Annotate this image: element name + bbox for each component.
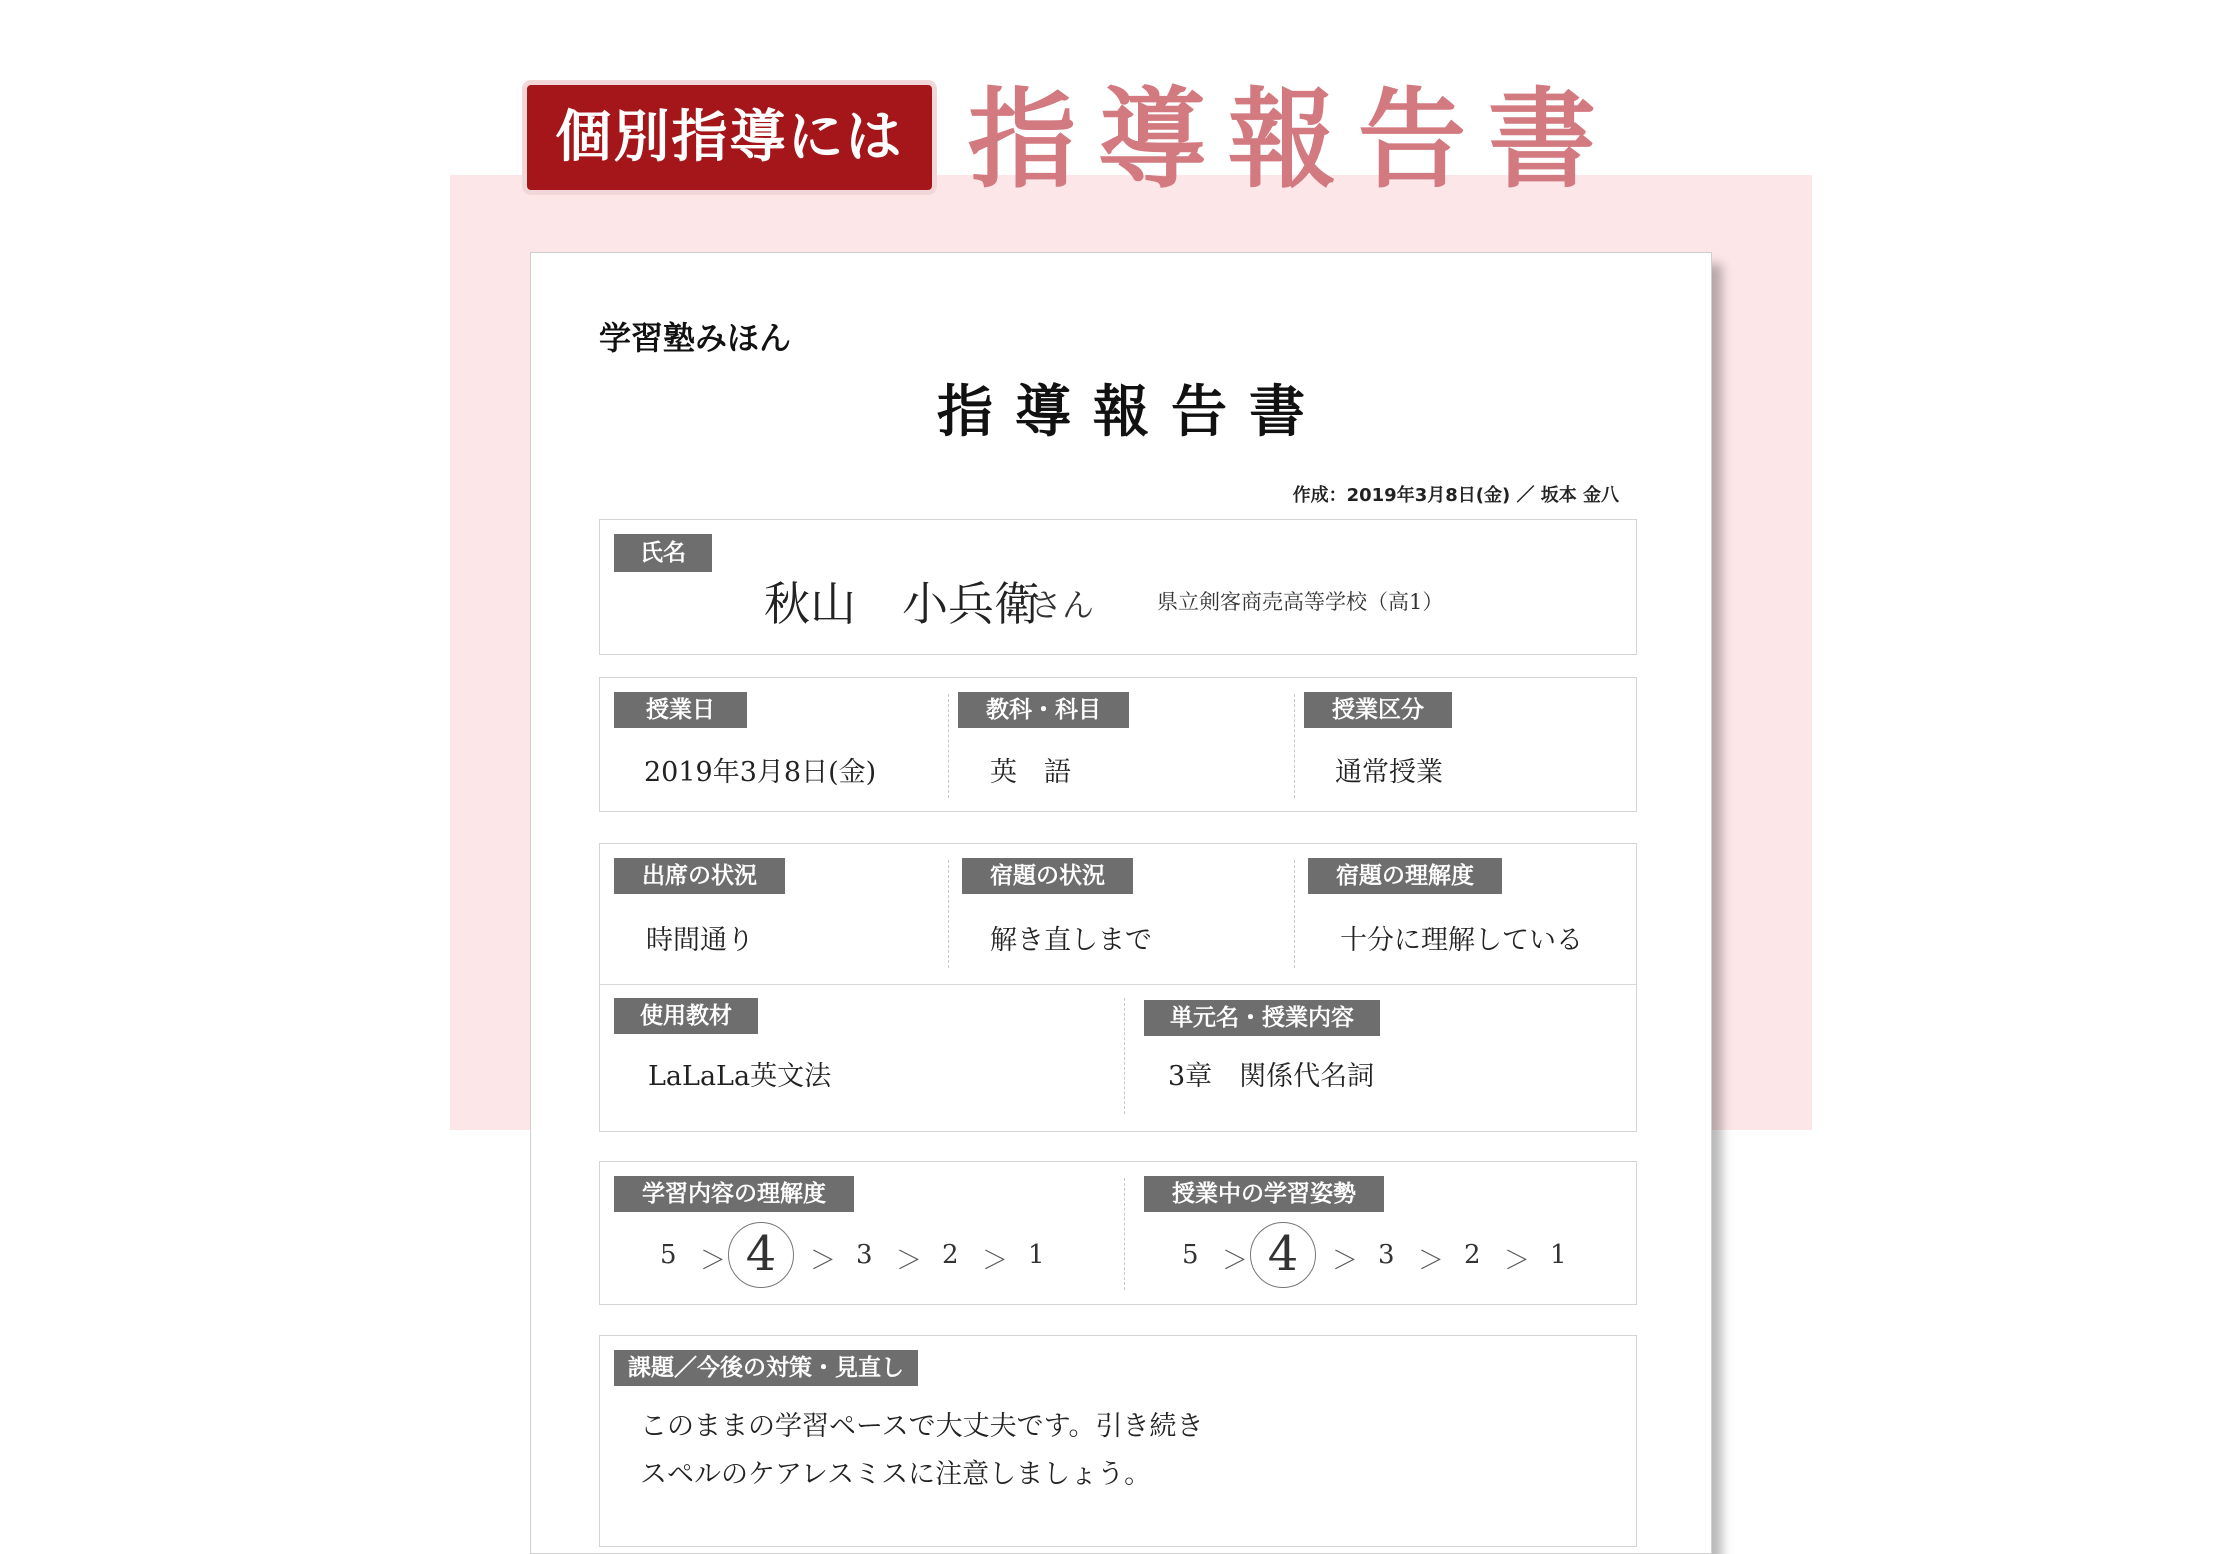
attitude-scale: [1182, 1222, 1602, 1292]
unit-content: 3章 関係代名詞: [1168, 1061, 1375, 1092]
student-honorific: さん: [1030, 586, 1095, 624]
material-name: LaLaLa英文法: [648, 1061, 832, 1092]
field-label: 課題／今後の対策・見直し: [614, 1350, 918, 1386]
student-box: [599, 519, 1637, 655]
chevron-right-icon: ＞: [1332, 1246, 1359, 1276]
row-divider: [600, 984, 1636, 985]
field-label: 授業中の学習姿勢: [1144, 1176, 1384, 1212]
comment-line: このままの学習ペースで大丈夫です。引き続き: [640, 1411, 1204, 1442]
selected-rating: 4: [728, 1222, 794, 1288]
chevron-right-icon: ＞: [1222, 1246, 1249, 1276]
comment-line: スペルのケアレスミスに注意しましょう。: [640, 1459, 1152, 1490]
lesson-info-box: [599, 677, 1637, 812]
field-label: 授業日: [614, 692, 747, 728]
hero-title: 指導報告書: [968, 78, 1619, 203]
attendance-status: 時間通り: [646, 925, 754, 956]
ratings-box: [599, 1161, 1637, 1305]
status-materials-box: [599, 843, 1637, 1132]
field-label: 宿題の理解度: [1308, 858, 1502, 894]
column-divider: [948, 860, 949, 968]
chevron-right-icon: ＞: [1504, 1246, 1531, 1276]
comment-box: [599, 1335, 1637, 1547]
document-title: 指導報告書: [937, 380, 1327, 445]
lesson-date: 2019年3月8日(金): [644, 757, 877, 788]
field-label: 宿題の状況: [962, 858, 1133, 894]
chevron-right-icon: ＞: [1418, 1246, 1445, 1276]
selected-rating: 4: [1250, 1222, 1316, 1288]
column-divider: [1294, 860, 1295, 968]
field-label: 教科・科目: [958, 692, 1129, 728]
student-name: 秋山 小兵衛: [764, 577, 1040, 631]
scale-value: 1: [1028, 1240, 1045, 1270]
created-info: 作成：2019年3月8日(金) ／ 坂本 金八: [1292, 485, 1619, 506]
chevron-right-icon: ＞: [700, 1246, 727, 1276]
chevron-right-icon: ＞: [896, 1246, 923, 1276]
scale-value: 5: [660, 1240, 677, 1270]
chevron-right-icon: ＞: [810, 1246, 837, 1276]
report-sheet: [530, 252, 1712, 1554]
field-label: 単元名・授業内容: [1144, 1000, 1380, 1036]
homework-status: 解き直しまで: [990, 925, 1152, 956]
scale-value: 2: [942, 1240, 959, 1270]
scale-value: 3: [1378, 1240, 1395, 1270]
scale-value: 5: [1182, 1240, 1199, 1270]
field-label: 氏名: [614, 534, 712, 572]
column-divider: [1124, 1178, 1125, 1290]
chevron-right-icon: ＞: [982, 1246, 1009, 1276]
field-label: 学習内容の理解度: [614, 1176, 854, 1212]
understanding-scale: [660, 1222, 1080, 1292]
column-divider: [948, 694, 949, 798]
field-label: 授業区分: [1304, 692, 1452, 728]
homework-understanding: 十分に理解している: [1340, 925, 1583, 956]
scale-value: 3: [856, 1240, 873, 1270]
field-label: 使用教材: [614, 998, 758, 1034]
scale-value: 2: [1464, 1240, 1481, 1270]
school-name: 学習塾みほん: [599, 319, 792, 357]
column-divider: [1294, 694, 1295, 798]
lesson-subject: 英 語: [990, 757, 1071, 788]
banner-label: 個別指導には: [527, 85, 932, 190]
student-school: 県立剣客商売高等学校（高1）: [1157, 590, 1444, 614]
lesson-type: 通常授業: [1335, 757, 1443, 788]
scale-value: 1: [1550, 1240, 1567, 1270]
field-label: 出席の状況: [614, 858, 785, 894]
column-divider: [1124, 998, 1125, 1114]
